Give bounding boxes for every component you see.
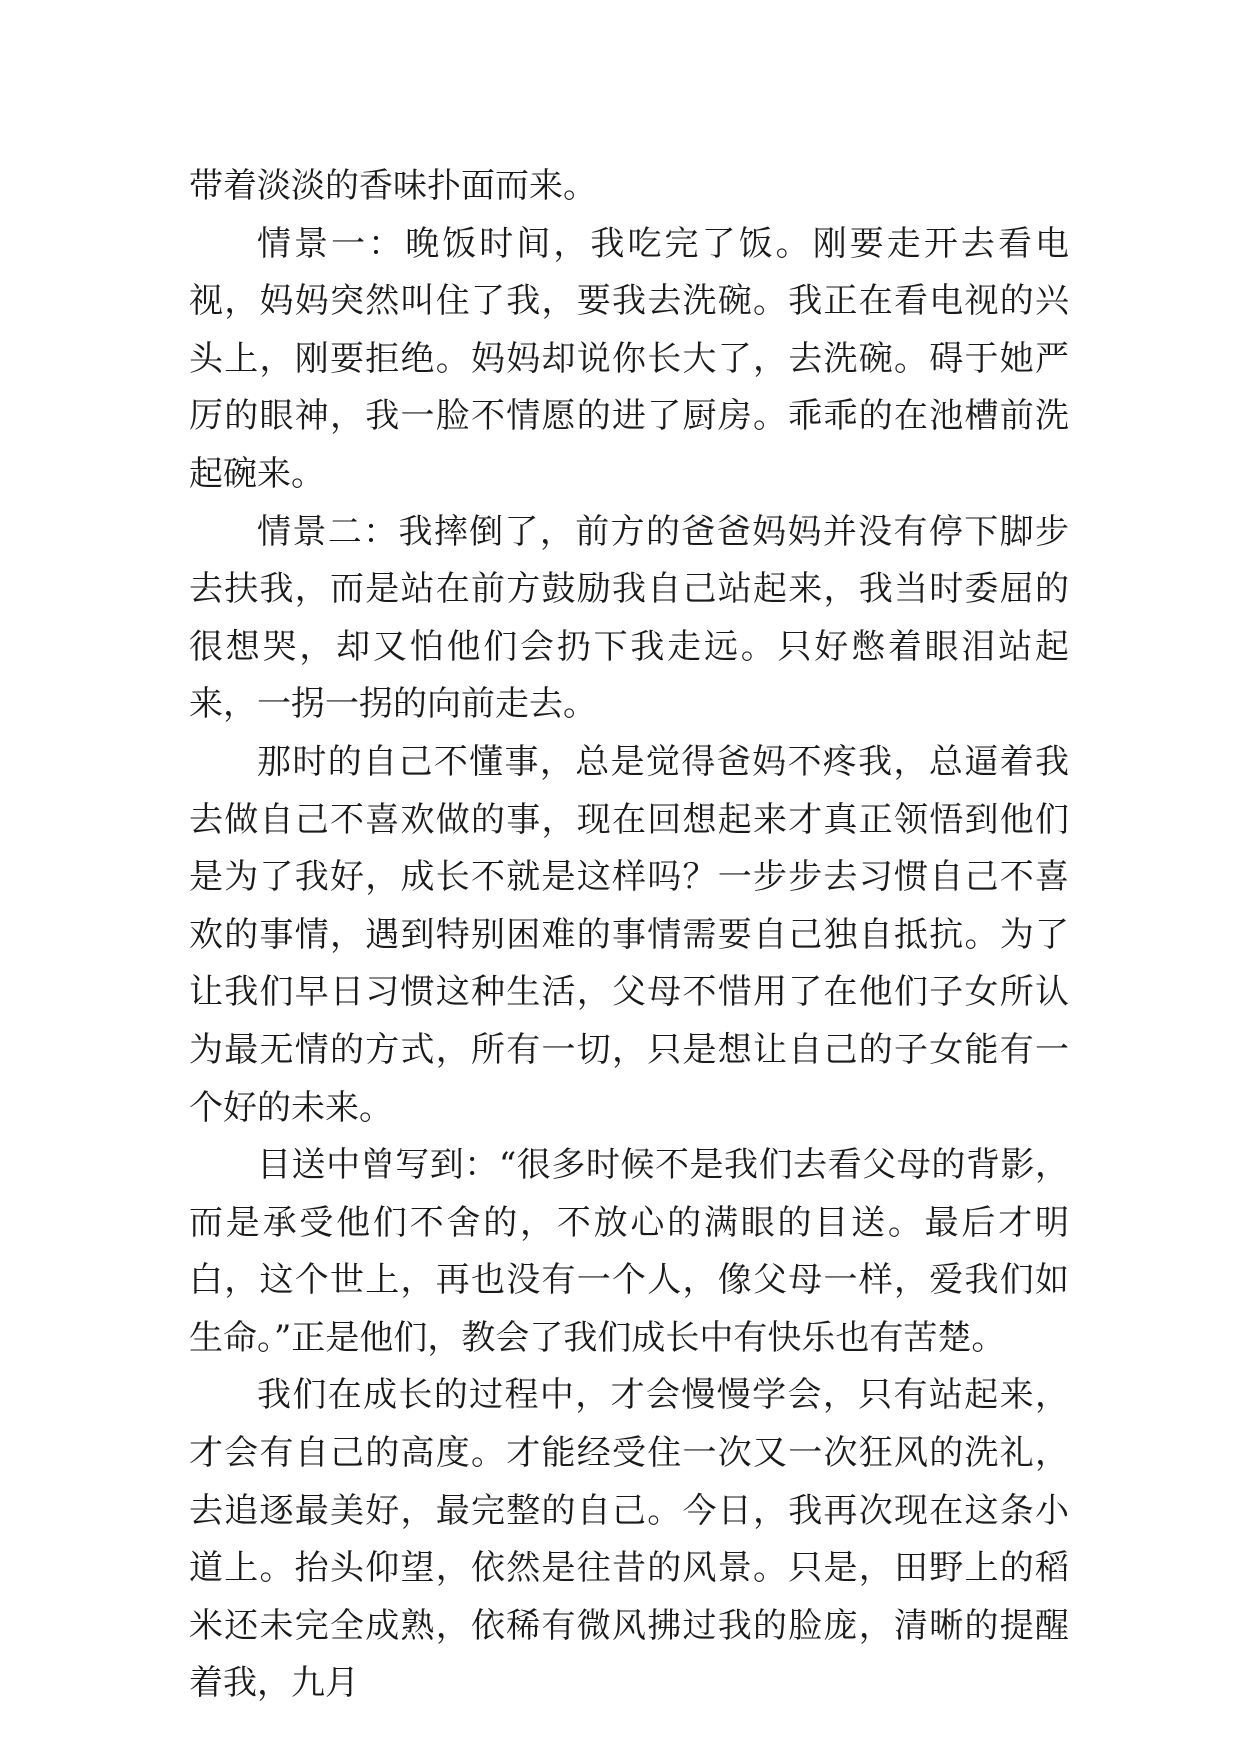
paragraph-4: 那时的自己不懂事，总是觉得爸妈不疼我，总逼着我去做自己不喜欢做的事，现在回想起来才真正领悟到他们是为了我好，成长不就是这样吗？一步步去习惯自己不喜欢的事情，遇到特别困难的事情需要自己独自抵抗。为了让我们早日习惯这种生活，父母不惜用了在他们子女所认为最无情的方式，所有一切，只是想让自己的子女能有一个好的未来。 (189, 741, 1069, 1128)
paragraph-1: 带着淡淡的香味扑面而来。 (189, 166, 597, 206)
paragraph-5: 目送中曾写到：“很多时候不是我们去看父母的背影，而是承受他们不舍的，不放心的满眼的目送。最后才明白，这个世上，再也没有一个人，像父母一样，爱我们如生命。”正是他们，教会了我们成长中有快乐也有苦楚。 (189, 1145, 1069, 1358)
paragraph-3: 情景二：我摔倒了，前方的爸爸妈妈并没有停下脚步去扶我，而是站在前方鼓励我自己站起来，我当时委屈的很想哭，却又怕他们会扔下我走远。只好憋着眼泪站起来，一拐一拐的向前走去。 (189, 511, 1069, 725)
paragraph-2: 情景一：晚饭时间，我吃完了饭。刚要走开去看电视，妈妈突然叫住了我，要我去洗碗。我正在看电视的兴头上，刚要拒绝。妈妈却说你长大了，去洗碗。碍于她严厉的眼神，我一脸不情愿的进了厨房。乖乖的在池槽前洗起碗来。 (189, 223, 1069, 494)
paragraph-6: 我们在成长的过程中，才会慢慢学会，只有站起来，才会有自己的高度。才能经受住一次又一次狂风的洗礼，去追逐最美好，最完整的自己。今日，我再次现在这条小道上。抬头仰望，依然是往昔的风景。只是，田野上的稻米还未完全成熟，依稀有微风拂过我的脸庞，清晰的提醒着我，九月 (189, 1375, 1069, 1704)
document-body (189, 158, 1069, 1713)
